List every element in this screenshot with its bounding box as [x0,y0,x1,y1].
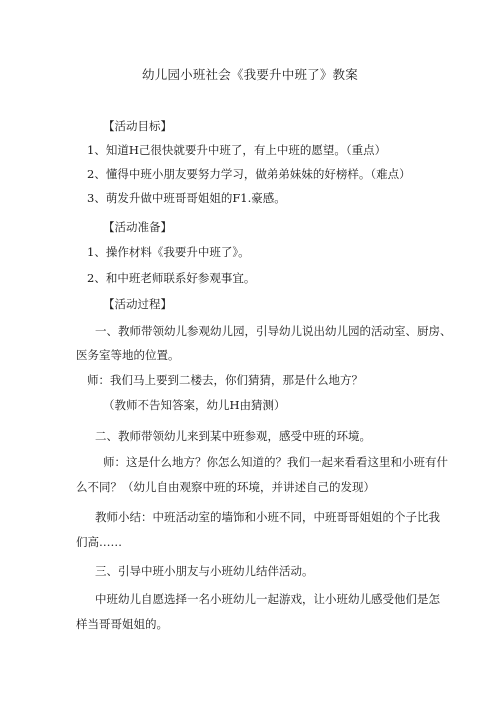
teacher-question-2-line-2: 么不同？（幼儿自由观察中班的环境，并讲述自己的发现） [76,480,375,494]
step-3: 三、引导中班小朋友与小班幼儿结伴活动。 [95,564,314,578]
teacher-summary-line-2: 们高…… [76,535,122,549]
goal-item-1: 1、知道H己很快就要升中班了，有上中班的愿望。（重点） [87,143,387,157]
goal-item-2: 2、懂得中班小朋友要努力学习，做弟弟妹妹的好榜样。（难点） [87,167,411,181]
step-1-line-2: 医务室等地的位置。 [76,348,180,362]
teacher-question-2-line-1: 师：这是什么地方？你怎么知道的？我们一起来看看这里和小班有什 [103,455,448,469]
step-3-detail-line-2: 样当哥哥姐姐的。 [76,617,168,631]
step-2: 二、教师带领幼儿来到某中班参观，感受中班的环境。 [95,429,371,443]
goals-heading: 【活动目标】 [103,119,172,133]
teacher-question-1: 师：我们马上要到二楼去，你们猜猜，那是什么地方？ [87,373,363,387]
teacher-note-1: （教师不告知答案，幼儿H由猜测） [103,398,286,412]
step-3-detail-line-1: 中班幼儿自愿选择一名小班幼儿一起游戏，让小班幼儿感受他们是怎 [95,592,440,606]
prep-item-2: 2、和中班老师联系好参观事宜。 [87,271,256,285]
document-title: 幼儿园小班社会《我要升中班了》教案 [142,67,358,82]
prep-item-1: 1、操作材料《我要升中班了》。 [87,245,250,259]
process-heading: 【活动过程】 [103,297,172,311]
step-1-line-1: 一、教师带领幼儿参观幼儿园，引导幼儿说出幼儿园的活动室、厨房、 [95,324,452,338]
goal-item-3: 3、萌发升做中班哥哥姐姐的F1.豪感。 [87,191,286,205]
prep-heading: 【活动准备】 [103,220,172,234]
teacher-summary-line-1: 教师小结：中班活动室的墙饰和小班不同，中班哥哥姐姐的个子比我 [95,510,440,524]
